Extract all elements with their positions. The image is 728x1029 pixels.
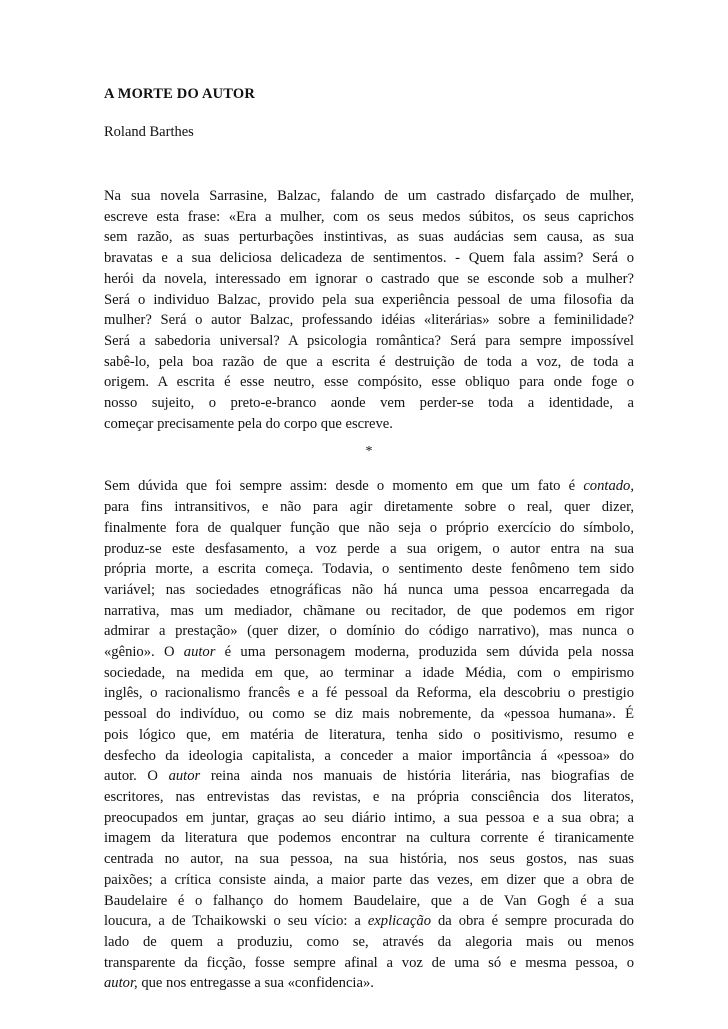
text-line: sociedade, na medida em que, ao terminar a idade Média, com o empirismo [104, 664, 634, 681]
text-line: produz-se este desfasamento, a voz perde a sua origem, o autor entra na sua [104, 540, 634, 557]
text-line: herói da novela, interessado em ignorar o castrado que se esconde sob a mulher? [104, 270, 634, 287]
text-line: pois lógico que, em matéria de literatura, tenha sido o positivismo, resumo e [104, 726, 634, 743]
emphasis: contado, [583, 478, 634, 495]
text-line: começar precisamente pela do corpo que escreve. [104, 415, 393, 432]
text-line: Será o individuo Balzac, provido pela sua experiência pessoal de uma filosofia da [104, 291, 634, 308]
text-line [104, 766, 634, 787]
text-run: autor. O [104, 768, 158, 785]
text-run: loucura, a de Tchaikowski o seu vício: a [104, 913, 361, 930]
text-line: Na sua novela Sarrasine, Balzac, falando de um castrado disfarçado de mulher, [104, 188, 634, 204]
text-line: desfecho da ideologia capitalista, a conceder a maior importância á «pessoa» do [104, 747, 634, 764]
text-line: lado de quem a produziu, como se, através da alegoria mais ou menos [104, 933, 634, 950]
text-line: admirar a prestação» (quer dizer, o domínio do código narrativo), mas nunca o [104, 623, 634, 640]
text-line: bravatas e a sua deliciosa delicadeza de sentimentos. - Quem fala assim? Será o [104, 250, 634, 267]
text-line: finalmente fora de qualquer função que não seja o próprio exercício do símbolo, [104, 519, 634, 536]
text-line: origem. A escrita é esse neutro, esse compósito, esse obliquo para onde foge o [104, 374, 634, 391]
text-line: Será a sabedoria universal? A psicologia romântica? Será para sempre impossível [104, 332, 634, 349]
paragraph-2 [104, 476, 634, 994]
text-line: preocupados em juntar, graças ao seu diário intimo, a sua pessoa e a sua obra; a [104, 809, 634, 826]
text-line [104, 476, 634, 497]
text-line: mulher? Será o autor Balzac, professando idéias «literárias» sobre a feminilidade? [104, 312, 634, 329]
text-line: narrativa, mas um mediador, chãmane ou recitador, de que podemos em rigor [104, 602, 634, 619]
emphasis: autor [183, 644, 216, 661]
text-line: inglês, o racionalismo francês e a fé pessoal da Reforma, ela descobriu o prestigio [104, 685, 634, 702]
text-line: escreve esta frase: «Era a mulher, com os seus medos súbitos, os seus caprichos [104, 208, 634, 225]
text-line: variável; nas sociedades etnográficas não há nunca uma pessoa encarregada da [104, 581, 634, 598]
text-line: sabê-lo, pela boa razão de que a escrita é destruição de toda a voz, de toda a [104, 353, 634, 370]
author-name: Roland Barthes [104, 124, 194, 140]
text-line: pessoal do indivíduo, ou como se diz mais nobremente, da «pessoa humana». É [104, 706, 634, 723]
text-line: Baudelaire é o falhanço do homem Baudelaire, que a de Van Gogh é a sua [104, 892, 634, 909]
text-line: própria morte, a escrita começa. Todavia, o sentimento deste fenômeno tem sido [104, 561, 634, 578]
text-line: escritores, nas entrevistas das revistas, e na própria consciência dos literatos, [104, 788, 634, 805]
text-line [104, 973, 634, 994]
text-run: Sem dúvida que foi sempre assim: desde o momento em que um fato é [104, 478, 576, 495]
emphasis: autor [168, 768, 201, 785]
text-run: que nos entregasse a sua «confidencia». [141, 975, 374, 992]
text-line: nosso sujeito, o preto-e-branco aonde vem perder-se toda a identidade, a [104, 395, 634, 412]
emphasis: autor, [104, 975, 138, 992]
emphasis: explicação [367, 913, 432, 930]
section-separator: * [365, 444, 373, 460]
document-page [104, 84, 634, 994]
text-line: para fins intransitivos, e não para agir diretamente sobre o real, quer dizer, [104, 499, 634, 516]
text-line: paixões; a crítica consiste ainda, a maior parte das vezes, em dizer que a obra de [104, 871, 634, 888]
text-run: «gênio». O [104, 644, 175, 661]
text-run: da obra é sempre procurada do [437, 913, 634, 930]
paragraph-1 [104, 186, 634, 434]
text-line [104, 911, 634, 932]
text-line: centrada no autor, na sua pessoa, na sua história, nos seus gostos, nas suas [104, 851, 634, 868]
text-line: transparente da ficção, fosse sempre afinal a voz de uma só e mesma pessoa, o [104, 954, 634, 971]
text-run: é uma personagem moderna, produzida sem dúvida pela nossa [224, 644, 634, 661]
text-line: imagem da literatura que podemos encontrar na cultura corrente é tiranicamente [104, 830, 634, 847]
text-run: reina ainda nos manuais de história literária, nas biografias de [210, 768, 634, 785]
text-line: sem razão, as suas perturbações instintivas, as suas audácias sem causa, as sua [104, 229, 634, 246]
text-line [104, 642, 634, 663]
document-title: A MORTE DO AUTOR [104, 86, 256, 102]
